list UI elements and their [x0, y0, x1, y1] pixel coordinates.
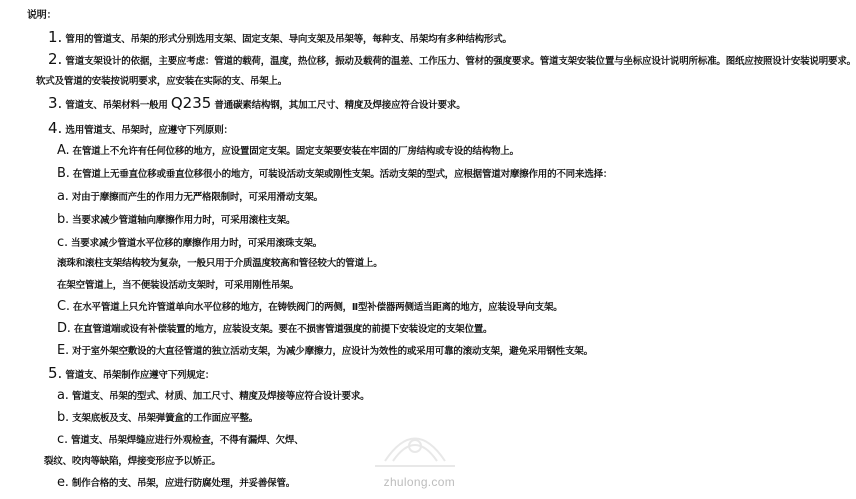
rule-letter: C. — [57, 299, 70, 314]
zhulong-logo-icon — [365, 411, 465, 481]
rule-letter: a. — [57, 388, 69, 403]
rule-letter: b. — [57, 212, 69, 227]
rule-b-lower — [57, 213, 295, 228]
clause-4 — [48, 121, 233, 138]
rule-text: 在管道上无垂直位移或垂直位移很小的地方，可装设活动支架或刚性支架。活动支架的型式，应根据管道对摩擦作用的不同来选择： — [72, 169, 613, 180]
clause-text: 管道支、吊架材料一般用 — [65, 100, 168, 111]
clause-number: 5. — [48, 364, 63, 382]
rule-letter: c. — [57, 235, 68, 250]
rule-text: 当要求减少管道水平位移的摩擦作用力时，可采用滚珠支架。 — [71, 238, 323, 249]
rule-b-upper — [57, 167, 612, 182]
rule-text: 裂纹、咬肉等缺陷，焊接变形应予以矫正。 — [44, 456, 221, 467]
rule-d-upper — [57, 322, 492, 337]
fab-rule-a — [57, 389, 369, 404]
document-title: 说明： — [27, 10, 57, 21]
rule-text: 对于室外架空敷设的大直径管道的独立活动支架，为减少摩擦力，应设计为效性的或采用可靠的滚动支架，避免采用钢性支架。 — [72, 346, 593, 357]
rule-letter: A. — [57, 143, 70, 158]
rule-letter: c. — [57, 432, 68, 447]
rule-letter: b. — [57, 410, 69, 425]
clause-number: 1. — [48, 28, 63, 46]
clause-2 — [48, 52, 856, 69]
fab-rule-e — [57, 476, 295, 491]
rule-text: 在直管道端或设有补偿装置的地方，应装设支架。要在不损害管道强度的前提下安装设定的支架位置。 — [73, 324, 493, 335]
clause-text: 管道支架设计的依据，主要应考虑：管道的载荷，温度，热位移，振动及载荷的温差、工作压力、管材的强度要求。管道支架安装位置与坐标应设计说明所标准。图纸应按照设计安装说明要求。 — [65, 56, 856, 67]
note-text: 在架空管道上，当不便装设活动支架时，可采用刚性吊架。 — [57, 280, 299, 291]
note-rigid-hanger — [57, 279, 299, 293]
rule-letter: e. — [57, 475, 69, 490]
rule-letter: D. — [57, 321, 71, 336]
rule-letter: B. — [57, 166, 70, 181]
clause-text: 管用的管道支、吊架的形式分别选用支架、固定支架、导向支架及吊架等，每种支、吊架均有多种结构形式。 — [65, 34, 512, 45]
clause-3 — [48, 96, 466, 113]
rule-text: 制作合格的支、吊架，应进行防腐处理，并妥善保管。 — [71, 478, 296, 489]
clause-number: 2. — [48, 50, 63, 68]
fab-rule-b — [57, 411, 258, 426]
rule-text: 当要求减少管道轴向摩擦作用力时，可采用滚柱支架。 — [72, 215, 296, 226]
rule-text: 在水平管道上只允许管道单向水平位移的地方，在铸铁阀门的两侧，Ⅱ型补偿器两侧适当距离的地方，应装设导向支架。 — [72, 302, 563, 313]
note-text: 滚珠和滚柱支架结构较为复杂，一般只用于介质温度较高和管径较大的管道上。 — [57, 258, 383, 269]
rule-c-lower — [57, 236, 322, 251]
rule-letter: a. — [57, 189, 69, 204]
fab-rule-c-continued — [44, 455, 221, 469]
rule-text: 支架底板及支、吊架弹簧盒的工作面应平整。 — [72, 413, 259, 424]
rule-a-lower — [57, 190, 323, 205]
rule-e-upper — [57, 344, 593, 359]
rule-text: 管道支、吊架焊缝应进行外观检查，不得有漏焊、欠焊、 — [71, 435, 304, 446]
rule-c-upper — [57, 300, 563, 315]
rule-text: 对由于摩擦而产生的作用力无严格限制时，可采用滑动支架。 — [71, 192, 323, 203]
clause-text: 管道支、吊架制作应遵守下列规定： — [65, 370, 215, 381]
watermark-site: zhulong.com — [383, 475, 455, 489]
clause-5 — [48, 366, 214, 383]
rule-text: 管道支、吊架的型式、材质、加工尺寸、精度及焊接等应符合设计要求。 — [71, 391, 370, 402]
clause-text: 软式及管道的安装按说明要求，应安装在实际的支、吊架上。 — [36, 76, 288, 87]
clause-number: 4. — [48, 119, 63, 137]
clause-1 — [48, 30, 512, 47]
fab-rule-c — [57, 433, 304, 448]
clause-2-continued — [36, 75, 287, 89]
clause-text-tail: 普通碳素结构钢，其加工尺寸、精度及焊接应符合设计要求。 — [214, 100, 466, 111]
clause-text: 选用管道支、吊架时，应遵守下列原则： — [65, 125, 233, 136]
rule-a-upper — [57, 144, 519, 159]
clause-number: 3. — [48, 94, 63, 112]
rule-text: 在管道上不允许有任何位移的地方，应设置固定支架。固定支架要安装在牢固的厂房结构或专设的结构物上。 — [72, 146, 519, 157]
steel-grade: Q235 — [170, 94, 212, 112]
note-ball-roller — [57, 257, 383, 271]
rule-letter: E. — [57, 343, 69, 358]
